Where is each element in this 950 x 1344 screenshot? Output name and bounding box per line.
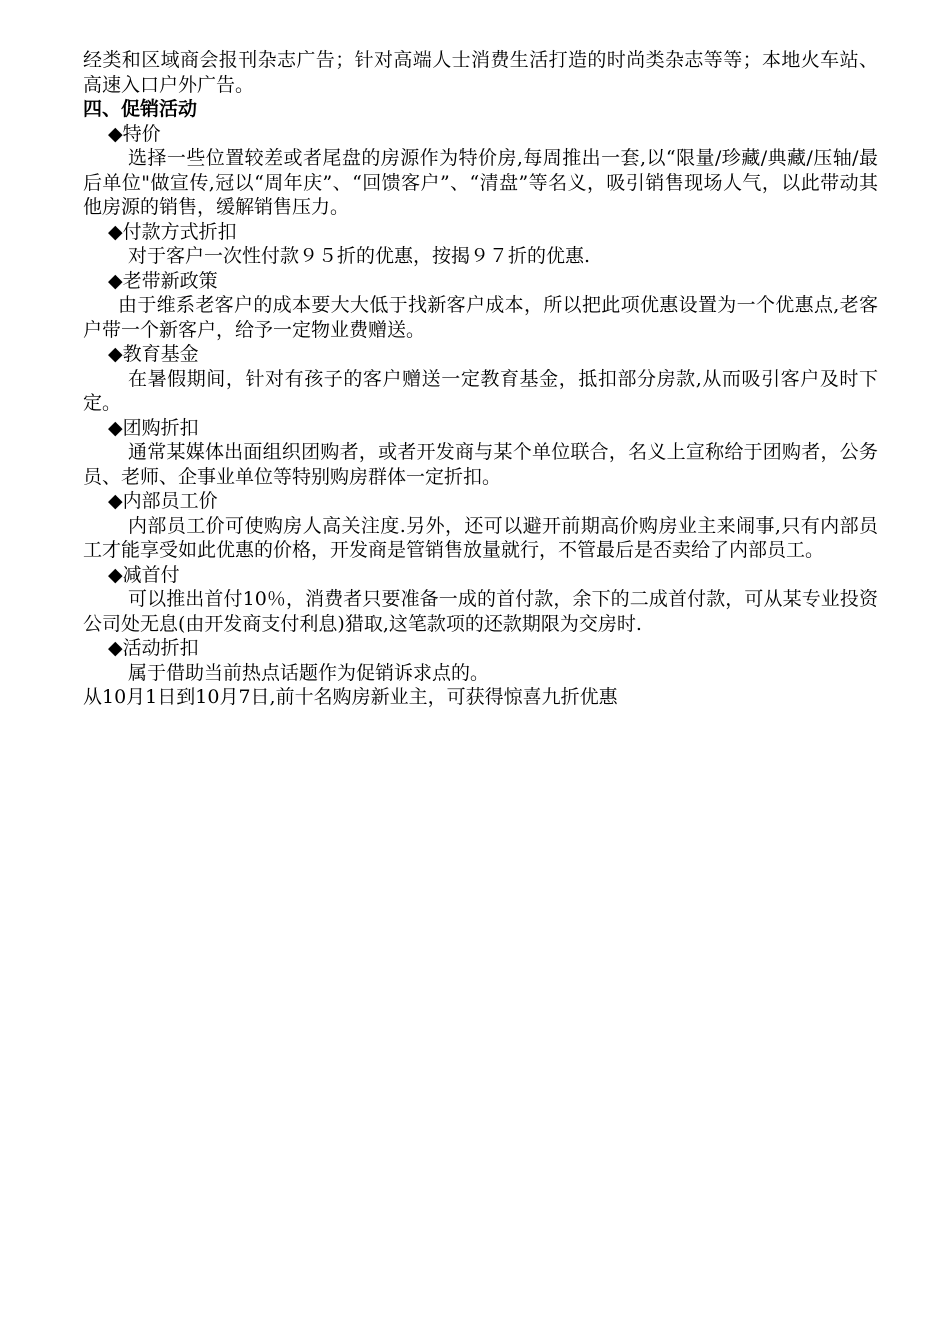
item-title-referral-policy — [83, 269, 878, 294]
item-body-referral-policy: 由于维系老客户的成本要大大低于找新客户成本，所以把此项优惠设置为一个优惠点,老客户带一个新客户，给予一定物业费赠送。 — [83, 294, 878, 341]
document-page — [83, 48, 878, 710]
item-body-reduced-down-payment: 可以推出首付10％，消费者只要准备一成的首付款，余下的二成首付款，可从某专业投资公司处无息(由开发商支付利息)猎取,这笔款项的还款期限为交房时. — [83, 588, 878, 635]
diamond-bullet-icon: ◆ — [108, 563, 123, 586]
item-title-employee-price — [83, 489, 878, 514]
item-body-special-price: 选择一些位置较差或者尾盘的房源作为特价房,每周推出一套,以“限量/珍藏/典藏/压轴/最后单位"做宣传,冠以“周年庆”、“回馈客户”、“清盘”等名义，吸引销售现场人气，以此带动其他房源的销售，缓解销售压力。 — [83, 147, 878, 218]
intro-paragraph: 经类和区域商会报刊杂志广告；针对高端人士消费生活打造的时尚类杂志等等；本地火车站、高速入口户外广告。 — [83, 49, 878, 96]
diamond-bullet-icon: ◆ — [108, 490, 123, 512]
item-title-text: 内部员工价 — [122, 490, 218, 512]
item-body-education-fund: 在暑假期间，针对有孩子的客户赠送一定教育基金，抵扣部分房款,从而吸引客户及时下定。 — [83, 367, 878, 414]
item-title-text: 减首付 — [122, 563, 180, 586]
item-title-event-discount — [83, 636, 878, 661]
diamond-bullet-icon: ◆ — [108, 637, 123, 659]
diamond-bullet-icon: ◆ — [108, 122, 123, 145]
item-title-education-fund — [83, 342, 878, 367]
item-body-event-discount: 属于借助当前热点话题作为促销诉求点的。 — [128, 661, 490, 684]
item-title-group-discount — [83, 416, 878, 441]
diamond-bullet-icon: ◆ — [108, 343, 123, 365]
item-title-text: 特价 — [122, 122, 161, 145]
diamond-bullet-icon: ◆ — [108, 220, 123, 243]
item-title-reduced-down-payment — [83, 563, 878, 588]
item-body-group-discount: 通常某媒体出面组织团购者，或者开发商与某个单位联合，名义上宣称给于团购者，公务员、老师、企事业单位等特别购房群体一定折扣。 — [83, 441, 878, 488]
section-title: 四、促销活动 — [83, 98, 198, 120]
item-body-employee-price: 内部员工价可使购房人高关注度.另外，还可以避开前期高价购房业主来闹事,只有内部员工才能享受如此优惠的价格，开发商是管销售放量就行，不管最后是否卖给了内部员工。 — [83, 514, 878, 561]
item-title-text: 团购折扣 — [122, 416, 199, 439]
diamond-bullet-icon: ◆ — [108, 269, 123, 292]
item-title-text: 教育基金 — [122, 343, 199, 365]
item-body-payment-discount: 对于客户一次性付款９５折的优惠，按揭９７折的优惠. — [128, 245, 591, 267]
item-title-text: 老带新政策 — [122, 269, 218, 292]
item-title-payment-discount — [83, 220, 878, 245]
diamond-bullet-icon: ◆ — [108, 416, 123, 439]
item-title-text: 活动折扣 — [122, 637, 199, 659]
item-title-text: 付款方式折扣 — [122, 220, 237, 243]
item-title-special-price — [83, 122, 878, 147]
closing-paragraph: 从10月1日到10月7日,前十名购房新业主，可获得惊喜九折优惠 — [83, 686, 618, 708]
